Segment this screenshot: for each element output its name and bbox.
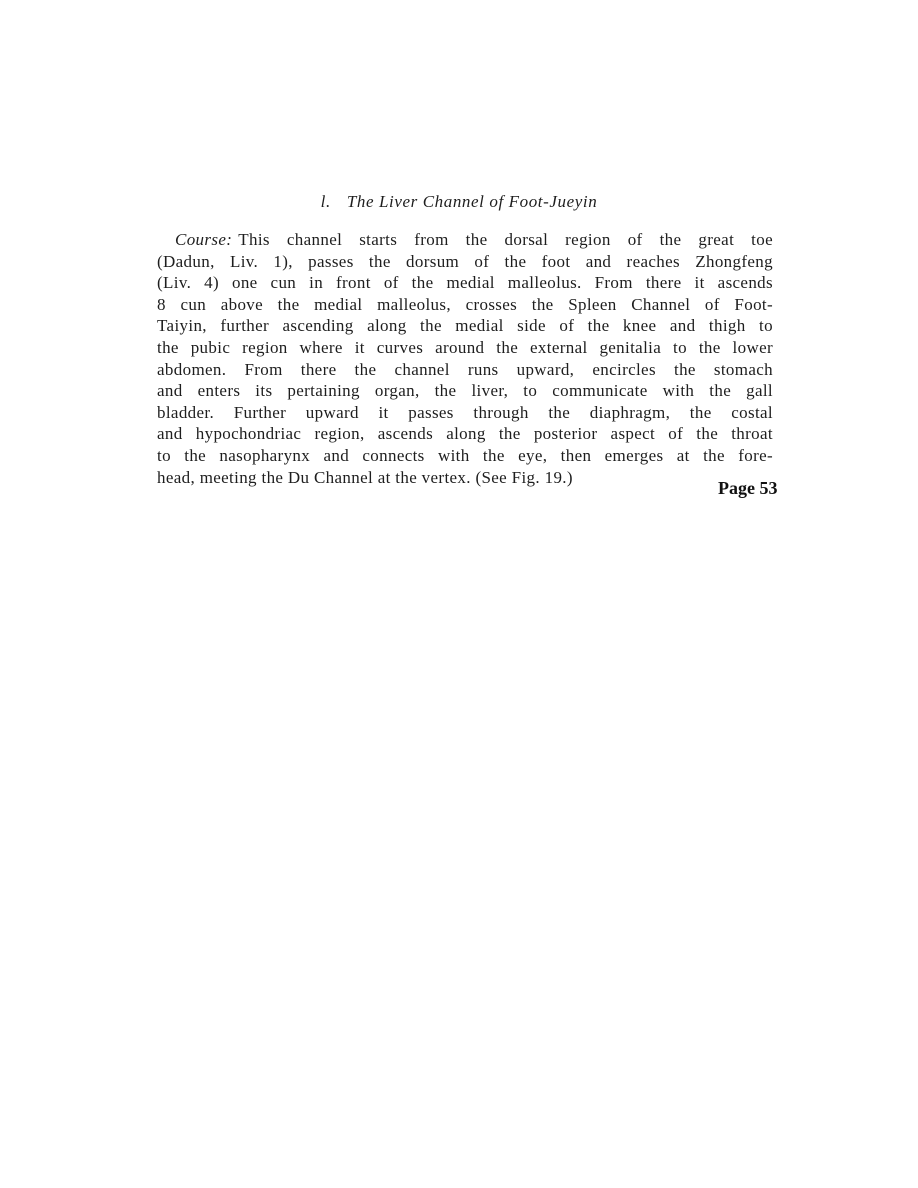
paragraph-line: and enters its pertaining organ, the liver, to communicate with the gall bbox=[157, 381, 773, 401]
paragraph-line: (Liv. 4) one cun in front of the medial malleolus. From there it ascends bbox=[157, 273, 773, 293]
paragraph-line: (Dadun, Liv. 1), passes the dorsum of the foot and reaches Zhongfeng bbox=[157, 251, 773, 271]
paragraph-line bbox=[157, 229, 773, 251]
page-number: Page 53 bbox=[718, 478, 778, 498]
paragraph-line: the pubic region where it curves around the external genitalia to the lower bbox=[157, 337, 773, 357]
paragraph-lead: Course: bbox=[175, 230, 233, 249]
paragraph-line: 8 cun above the medial malleolus, crosses the Spleen Channel of Foot- bbox=[157, 294, 773, 314]
paragraph-line: Taiyin, further ascending along the medial side of the knee and thigh to bbox=[157, 316, 773, 336]
paragraph-line: abdomen. From there the channel runs upward, encircles the stomach bbox=[157, 359, 773, 379]
course-paragraph bbox=[157, 229, 773, 488]
paragraph-line: to the nasopharynx and connects with the eye, then emerges at the fore- bbox=[157, 445, 773, 465]
paragraph-line-text: This channel starts from the dorsal region of the great toe bbox=[238, 230, 773, 249]
paragraph-line: head, meeting the Du Channel at the vertex. (See Fig. 19.) bbox=[157, 467, 573, 487]
section-title: The Liver Channel of Foot-Jueyin bbox=[346, 192, 598, 211]
section-number: l. bbox=[320, 192, 331, 211]
paragraph-line: bladder. Further upward it passes through the diaphragm, the costal bbox=[157, 402, 773, 422]
paragraph-line: and hypochondriac region, ascends along the posterior aspect of the throat bbox=[157, 424, 773, 444]
section-heading bbox=[0, 192, 918, 212]
